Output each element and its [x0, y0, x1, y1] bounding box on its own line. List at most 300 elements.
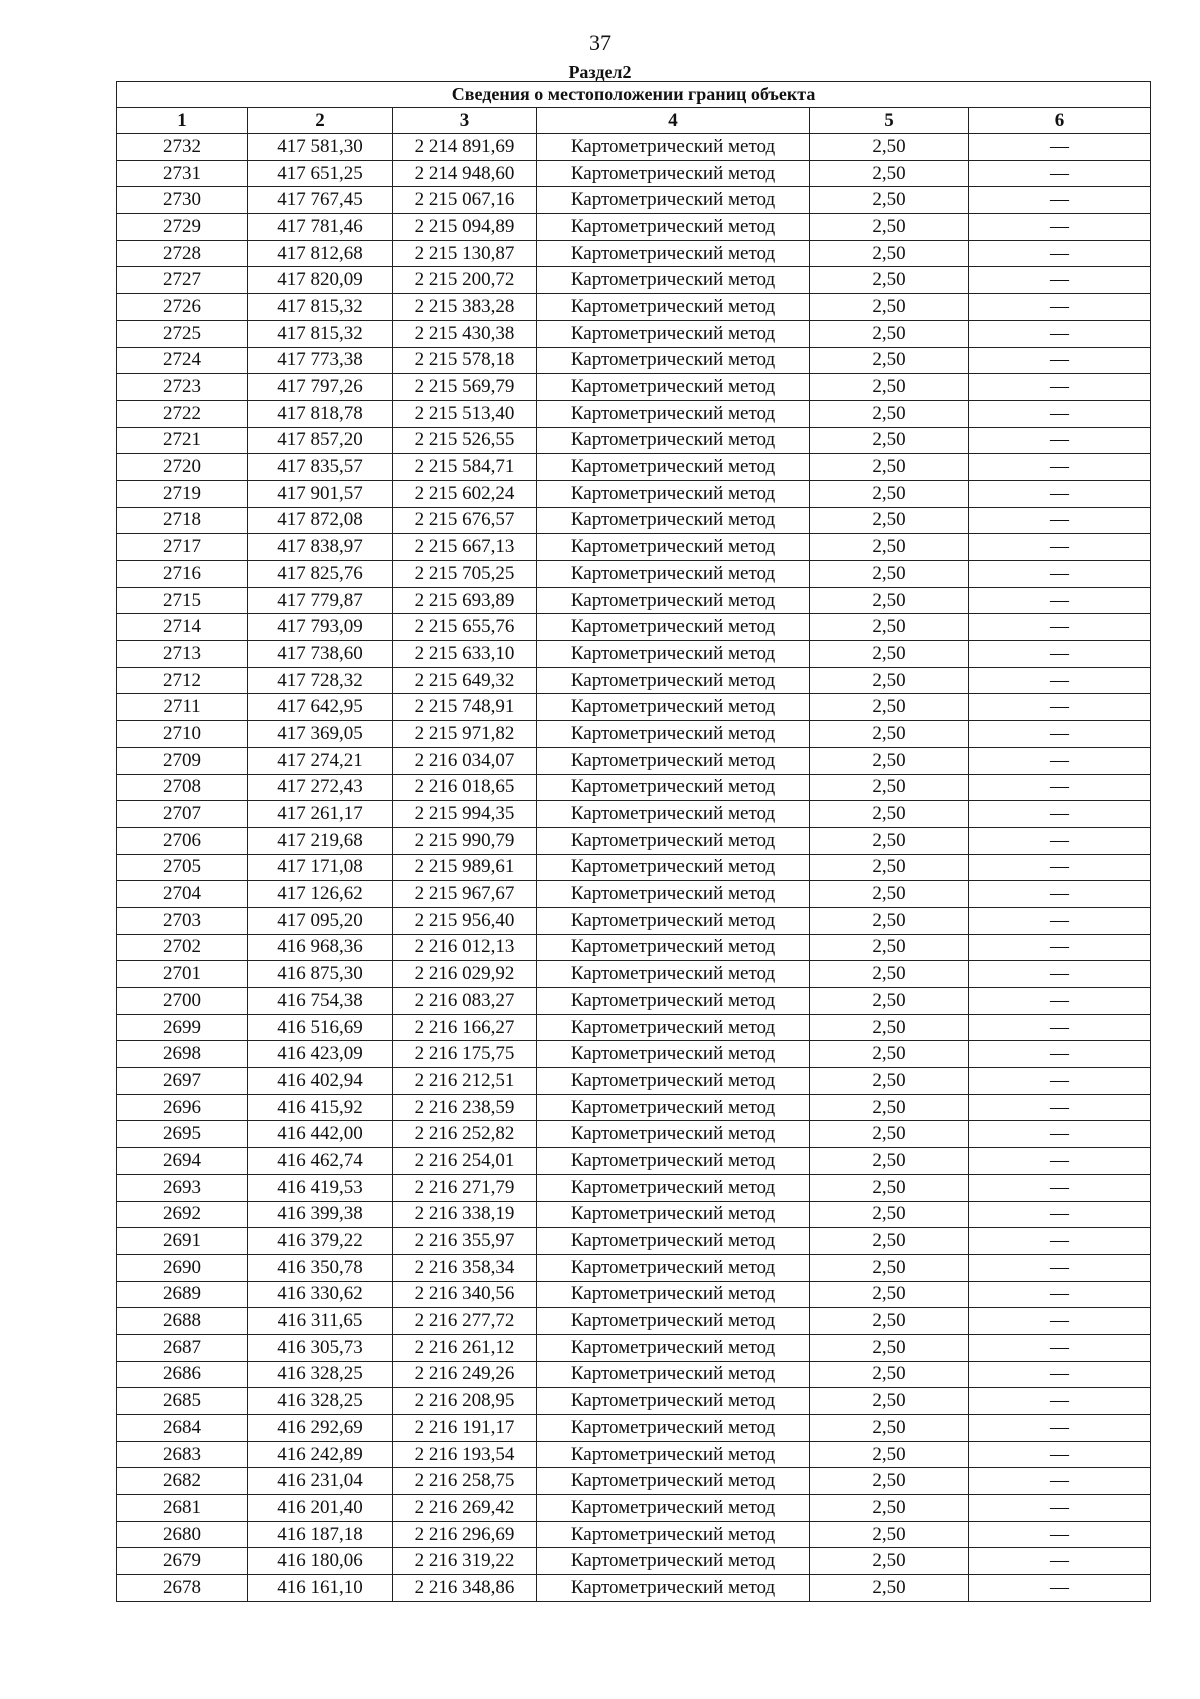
- x-coordinate-cell: 416 305,73: [248, 1334, 393, 1361]
- method-cell: Картометрический метод: [537, 374, 810, 401]
- y-coordinate-cell: 2 215 994,35: [393, 801, 537, 828]
- method-cell: Картометрический метод: [537, 1094, 810, 1121]
- description-cell: —: [969, 961, 1151, 988]
- x-coordinate-cell: 416 187,18: [248, 1521, 393, 1548]
- method-cell: Картометрический метод: [537, 1548, 810, 1575]
- x-coordinate-cell: 416 311,65: [248, 1308, 393, 1335]
- y-coordinate-cell: 2 215 430,38: [393, 320, 537, 347]
- accuracy-cell: 2,50: [810, 400, 969, 427]
- point-number-cell: 2704: [117, 881, 248, 908]
- y-coordinate-cell: 2 216 254,01: [393, 1148, 537, 1175]
- description-cell: —: [969, 881, 1151, 908]
- point-number-cell: 2722: [117, 400, 248, 427]
- x-coordinate-cell: 416 180,06: [248, 1548, 393, 1575]
- description-cell: —: [969, 1334, 1151, 1361]
- description-cell: —: [969, 614, 1151, 641]
- accuracy-cell: 2,50: [810, 667, 969, 694]
- y-coordinate-cell: 2 216 212,51: [393, 1068, 537, 1095]
- description-cell: —: [969, 214, 1151, 241]
- description-cell: —: [969, 320, 1151, 347]
- table-row: [117, 1468, 1151, 1495]
- description-cell: —: [969, 1068, 1151, 1095]
- accuracy-cell: 2,50: [810, 294, 969, 321]
- method-cell: Картометрический метод: [537, 561, 810, 588]
- y-coordinate-cell: 2 215 200,72: [393, 267, 537, 294]
- table-row: [117, 801, 1151, 828]
- method-cell: Картометрический метод: [537, 988, 810, 1015]
- method-cell: Картометрический метод: [537, 1201, 810, 1228]
- point-number-cell: 2680: [117, 1521, 248, 1548]
- method-cell: Картометрический метод: [537, 641, 810, 668]
- accuracy-cell: 2,50: [810, 1281, 969, 1308]
- x-coordinate-cell: 417 815,32: [248, 294, 393, 321]
- table-row: [117, 961, 1151, 988]
- description-cell: —: [969, 187, 1151, 214]
- x-coordinate-cell: 417 838,97: [248, 534, 393, 561]
- table-row: [117, 988, 1151, 1015]
- accuracy-cell: 2,50: [810, 1521, 969, 1548]
- x-coordinate-cell: 417 728,32: [248, 667, 393, 694]
- description-cell: —: [969, 1415, 1151, 1442]
- table-row: [117, 480, 1151, 507]
- point-number-cell: 2709: [117, 747, 248, 774]
- x-coordinate-cell: 416 968,36: [248, 934, 393, 961]
- method-cell: Картометрический метод: [537, 454, 810, 481]
- accuracy-cell: 2,50: [810, 907, 969, 934]
- x-coordinate-cell: 416 231,04: [248, 1468, 393, 1495]
- method-cell: Картометрический метод: [537, 1281, 810, 1308]
- table-row: [117, 721, 1151, 748]
- point-number-cell: 2681: [117, 1495, 248, 1522]
- method-cell: Картометрический метод: [537, 1308, 810, 1335]
- point-number-cell: 2723: [117, 374, 248, 401]
- description-cell: —: [969, 934, 1151, 961]
- accuracy-cell: 2,50: [810, 827, 969, 854]
- description-cell: —: [969, 1014, 1151, 1041]
- method-cell: Картометрический метод: [537, 827, 810, 854]
- x-coordinate-cell: 416 350,78: [248, 1254, 393, 1281]
- accuracy-cell: 2,50: [810, 801, 969, 828]
- point-number-cell: 2715: [117, 587, 248, 614]
- x-coordinate-cell: 416 875,30: [248, 961, 393, 988]
- accuracy-cell: 2,50: [810, 1121, 969, 1148]
- method-cell: Картометрический метод: [537, 801, 810, 828]
- column-number-5: 5: [810, 108, 969, 134]
- point-number-cell: 2700: [117, 988, 248, 1015]
- accuracy-cell: 2,50: [810, 614, 969, 641]
- accuracy-cell: 2,50: [810, 1495, 969, 1522]
- table-row: [117, 507, 1151, 534]
- y-coordinate-cell: 2 216 166,27: [393, 1014, 537, 1041]
- accuracy-cell: 2,50: [810, 1228, 969, 1255]
- x-coordinate-cell: 417 581,30: [248, 134, 393, 161]
- method-cell: Картометрический метод: [537, 1254, 810, 1281]
- description-cell: —: [969, 240, 1151, 267]
- description-cell: —: [969, 347, 1151, 374]
- table-row: [117, 1334, 1151, 1361]
- y-coordinate-cell: 2 215 633,10: [393, 641, 537, 668]
- table-row: [117, 214, 1151, 241]
- accuracy-cell: 2,50: [810, 1174, 969, 1201]
- x-coordinate-cell: 417 818,78: [248, 400, 393, 427]
- x-coordinate-cell: 417 738,60: [248, 641, 393, 668]
- method-cell: Картометрический метод: [537, 214, 810, 241]
- description-cell: —: [969, 1121, 1151, 1148]
- point-number-cell: 2692: [117, 1201, 248, 1228]
- method-cell: Картометрический метод: [537, 747, 810, 774]
- y-coordinate-cell: 2 215 649,32: [393, 667, 537, 694]
- table-row: [117, 1201, 1151, 1228]
- y-coordinate-cell: 2 216 319,22: [393, 1548, 537, 1575]
- accuracy-cell: 2,50: [810, 694, 969, 721]
- accuracy-cell: 2,50: [810, 1415, 969, 1442]
- method-cell: Картометрический метод: [537, 614, 810, 641]
- method-cell: Картометрический метод: [537, 427, 810, 454]
- table-row: [117, 1228, 1151, 1255]
- x-coordinate-cell: 416 402,94: [248, 1068, 393, 1095]
- method-cell: Картометрический метод: [537, 1468, 810, 1495]
- x-coordinate-cell: 417 274,21: [248, 747, 393, 774]
- point-number-cell: 2717: [117, 534, 248, 561]
- method-cell: Картометрический метод: [537, 881, 810, 908]
- accuracy-cell: 2,50: [810, 774, 969, 801]
- point-number-cell: 2731: [117, 160, 248, 187]
- x-coordinate-cell: 416 754,38: [248, 988, 393, 1015]
- x-coordinate-cell: 417 857,20: [248, 427, 393, 454]
- accuracy-cell: 2,50: [810, 1548, 969, 1575]
- description-cell: —: [969, 1094, 1151, 1121]
- table-row: [117, 1174, 1151, 1201]
- description-cell: —: [969, 480, 1151, 507]
- table-row: [117, 694, 1151, 721]
- point-number-cell: 2728: [117, 240, 248, 267]
- table-row: [117, 641, 1151, 668]
- description-cell: —: [969, 507, 1151, 534]
- method-cell: Картометрический метод: [537, 294, 810, 321]
- accuracy-cell: 2,50: [810, 988, 969, 1015]
- point-number-cell: 2711: [117, 694, 248, 721]
- accuracy-cell: 2,50: [810, 1308, 969, 1335]
- method-cell: Картометрический метод: [537, 1334, 810, 1361]
- x-coordinate-cell: 417 767,45: [248, 187, 393, 214]
- column-number-4: 4: [537, 108, 810, 134]
- description-cell: —: [969, 1148, 1151, 1175]
- description-cell: —: [969, 534, 1151, 561]
- method-cell: Картометрический метод: [537, 1068, 810, 1095]
- description-cell: —: [969, 1201, 1151, 1228]
- x-coordinate-cell: 417 793,09: [248, 614, 393, 641]
- method-cell: Картометрический метод: [537, 507, 810, 534]
- y-coordinate-cell: 2 216 175,75: [393, 1041, 537, 1068]
- y-coordinate-cell: 2 216 340,56: [393, 1281, 537, 1308]
- point-number-cell: 2690: [117, 1254, 248, 1281]
- x-coordinate-cell: 417 872,08: [248, 507, 393, 534]
- description-cell: —: [969, 1575, 1151, 1602]
- section-title: Раздел2: [568, 62, 632, 82]
- accuracy-cell: 2,50: [810, 561, 969, 588]
- table-row: [117, 747, 1151, 774]
- y-coordinate-cell: 2 216 191,17: [393, 1415, 537, 1442]
- column-number-3: 3: [393, 108, 537, 134]
- point-number-cell: 2730: [117, 187, 248, 214]
- accuracy-cell: 2,50: [810, 507, 969, 534]
- x-coordinate-cell: 416 328,25: [248, 1388, 393, 1415]
- accuracy-cell: 2,50: [810, 1148, 969, 1175]
- x-coordinate-cell: 416 292,69: [248, 1415, 393, 1442]
- x-coordinate-cell: 416 423,09: [248, 1041, 393, 1068]
- point-number-cell: 2687: [117, 1334, 248, 1361]
- method-cell: Картометрический метод: [537, 961, 810, 988]
- accuracy-cell: 2,50: [810, 721, 969, 748]
- table-row: [117, 881, 1151, 908]
- accuracy-cell: 2,50: [810, 1094, 969, 1121]
- y-coordinate-cell: 2 215 667,13: [393, 534, 537, 561]
- point-number-cell: 2697: [117, 1068, 248, 1095]
- point-number-cell: 2724: [117, 347, 248, 374]
- description-cell: —: [969, 427, 1151, 454]
- table-row: [117, 1254, 1151, 1281]
- y-coordinate-cell: 2 215 956,40: [393, 907, 537, 934]
- x-coordinate-cell: 417 651,25: [248, 160, 393, 187]
- x-coordinate-cell: 417 773,38: [248, 347, 393, 374]
- x-coordinate-cell: 417 261,17: [248, 801, 393, 828]
- method-cell: Картометрический метод: [537, 1521, 810, 1548]
- accuracy-cell: 2,50: [810, 427, 969, 454]
- description-cell: —: [969, 267, 1151, 294]
- y-coordinate-cell: 2 216 083,27: [393, 988, 537, 1015]
- table-row: [117, 374, 1151, 401]
- y-coordinate-cell: 2 216 348,86: [393, 1575, 537, 1602]
- y-coordinate-cell: 2 216 258,75: [393, 1468, 537, 1495]
- description-cell: —: [969, 587, 1151, 614]
- table-row: [117, 1014, 1151, 1041]
- x-coordinate-cell: 416 399,38: [248, 1201, 393, 1228]
- accuracy-cell: 2,50: [810, 1201, 969, 1228]
- method-cell: Картометрический метод: [537, 907, 810, 934]
- y-coordinate-cell: 2 216 029,92: [393, 961, 537, 988]
- point-number-cell: 2695: [117, 1121, 248, 1148]
- y-coordinate-cell: 2 214 891,69: [393, 134, 537, 161]
- table-row: [117, 1388, 1151, 1415]
- method-cell: Картометрический метод: [537, 854, 810, 881]
- column-number-2: 2: [248, 108, 393, 134]
- accuracy-cell: 2,50: [810, 214, 969, 241]
- point-number-cell: 2699: [117, 1014, 248, 1041]
- table-row: [117, 667, 1151, 694]
- y-coordinate-cell: 2 215 989,61: [393, 854, 537, 881]
- x-coordinate-cell: 416 328,25: [248, 1361, 393, 1388]
- table-row: [117, 294, 1151, 321]
- accuracy-cell: 2,50: [810, 267, 969, 294]
- table-row: [117, 534, 1151, 561]
- y-coordinate-cell: 2 215 569,79: [393, 374, 537, 401]
- accuracy-cell: 2,50: [810, 1254, 969, 1281]
- description-cell: —: [969, 1281, 1151, 1308]
- table-row: [117, 1281, 1151, 1308]
- point-number-cell: 2705: [117, 854, 248, 881]
- description-cell: —: [969, 1174, 1151, 1201]
- x-coordinate-cell: 417 812,68: [248, 240, 393, 267]
- description-cell: —: [969, 694, 1151, 721]
- description-cell: —: [969, 374, 1151, 401]
- description-cell: —: [969, 1308, 1151, 1335]
- table-body: [117, 134, 1151, 1602]
- point-number-cell: 2693: [117, 1174, 248, 1201]
- description-cell: —: [969, 907, 1151, 934]
- x-coordinate-cell: 417 779,87: [248, 587, 393, 614]
- description-cell: —: [969, 134, 1151, 161]
- method-cell: Картометрический метод: [537, 1388, 810, 1415]
- description-cell: —: [969, 1521, 1151, 1548]
- table-row: [117, 160, 1151, 187]
- description-cell: —: [969, 1228, 1151, 1255]
- method-cell: Картометрический метод: [537, 187, 810, 214]
- point-number-cell: 2689: [117, 1281, 248, 1308]
- table-row: [117, 1441, 1151, 1468]
- method-cell: Картометрический метод: [537, 160, 810, 187]
- description-cell: —: [969, 1361, 1151, 1388]
- x-coordinate-cell: 417 126,62: [248, 881, 393, 908]
- column-number-row: [117, 108, 1151, 134]
- method-cell: Картометрический метод: [537, 534, 810, 561]
- point-number-cell: 2726: [117, 294, 248, 321]
- point-number-cell: 2725: [117, 320, 248, 347]
- x-coordinate-cell: 416 330,62: [248, 1281, 393, 1308]
- point-number-cell: 2688: [117, 1308, 248, 1335]
- description-cell: —: [969, 827, 1151, 854]
- point-number-cell: 2679: [117, 1548, 248, 1575]
- column-number-6: 6: [969, 108, 1151, 134]
- y-coordinate-cell: 2 215 094,89: [393, 214, 537, 241]
- method-cell: Картометрический метод: [537, 667, 810, 694]
- x-coordinate-cell: 416 419,53: [248, 1174, 393, 1201]
- table-row: [117, 1575, 1151, 1602]
- table-row: [117, 320, 1151, 347]
- table-row: [117, 854, 1151, 881]
- table-row: [117, 347, 1151, 374]
- table-row: [117, 561, 1151, 588]
- description-cell: —: [969, 1041, 1151, 1068]
- accuracy-cell: 2,50: [810, 854, 969, 881]
- y-coordinate-cell: 2 215 693,89: [393, 587, 537, 614]
- method-cell: Картометрический метод: [537, 480, 810, 507]
- accuracy-cell: 2,50: [810, 1388, 969, 1415]
- y-coordinate-cell: 2 216 271,79: [393, 1174, 537, 1201]
- description-cell: —: [969, 774, 1151, 801]
- point-number-cell: 2703: [117, 907, 248, 934]
- y-coordinate-cell: 2 215 383,28: [393, 294, 537, 321]
- point-number-cell: 2686: [117, 1361, 248, 1388]
- method-cell: Картометрический метод: [537, 1148, 810, 1175]
- method-cell: Картометрический метод: [537, 774, 810, 801]
- point-number-cell: 2720: [117, 454, 248, 481]
- x-coordinate-cell: 417 095,20: [248, 907, 393, 934]
- point-number-cell: 2732: [117, 134, 248, 161]
- table-row: [117, 1041, 1151, 1068]
- table-row: [117, 427, 1151, 454]
- method-cell: Картометрический метод: [537, 400, 810, 427]
- point-number-cell: 2691: [117, 1228, 248, 1255]
- table-row: [117, 187, 1151, 214]
- y-coordinate-cell: 2 215 655,76: [393, 614, 537, 641]
- point-number-cell: 2712: [117, 667, 248, 694]
- accuracy-cell: 2,50: [810, 641, 969, 668]
- point-number-cell: 2718: [117, 507, 248, 534]
- y-coordinate-cell: 2 215 748,91: [393, 694, 537, 721]
- boundary-table-container: [116, 81, 1150, 1602]
- table-row: [117, 454, 1151, 481]
- y-coordinate-cell: 2 216 252,82: [393, 1121, 537, 1148]
- point-number-cell: 2694: [117, 1148, 248, 1175]
- y-coordinate-cell: 2 216 238,59: [393, 1094, 537, 1121]
- table-caption: Сведения о местоположении границ объекта: [117, 82, 1151, 108]
- point-number-cell: 2719: [117, 480, 248, 507]
- y-coordinate-cell: 2 215 676,57: [393, 507, 537, 534]
- x-coordinate-cell: 417 781,46: [248, 214, 393, 241]
- y-coordinate-cell: 2 216 249,26: [393, 1361, 537, 1388]
- point-number-cell: 2702: [117, 934, 248, 961]
- y-coordinate-cell: 2 215 602,24: [393, 480, 537, 507]
- y-coordinate-cell: 2 216 208,95: [393, 1388, 537, 1415]
- point-number-cell: 2684: [117, 1415, 248, 1442]
- table-row: [117, 1548, 1151, 1575]
- accuracy-cell: 2,50: [810, 1575, 969, 1602]
- table-row: [117, 400, 1151, 427]
- y-coordinate-cell: 2 215 990,79: [393, 827, 537, 854]
- method-cell: Картометрический метод: [537, 1041, 810, 1068]
- accuracy-cell: 2,50: [810, 881, 969, 908]
- accuracy-cell: 2,50: [810, 347, 969, 374]
- x-coordinate-cell: 416 201,40: [248, 1495, 393, 1522]
- y-coordinate-cell: 2 216 193,54: [393, 1441, 537, 1468]
- description-cell: —: [969, 1254, 1151, 1281]
- x-coordinate-cell: 416 415,92: [248, 1094, 393, 1121]
- method-cell: Картометрический метод: [537, 721, 810, 748]
- point-number-cell: 2707: [117, 801, 248, 828]
- method-cell: Картометрический метод: [537, 1361, 810, 1388]
- table-row: [117, 1415, 1151, 1442]
- description-cell: —: [969, 801, 1151, 828]
- description-cell: —: [969, 1495, 1151, 1522]
- y-coordinate-cell: 2 215 067,16: [393, 187, 537, 214]
- accuracy-cell: 2,50: [810, 961, 969, 988]
- x-coordinate-cell: 417 901,57: [248, 480, 393, 507]
- y-coordinate-cell: 2 216 018,65: [393, 774, 537, 801]
- table-row: [117, 1521, 1151, 1548]
- accuracy-cell: 2,50: [810, 1468, 969, 1495]
- description-cell: —: [969, 747, 1151, 774]
- accuracy-cell: 2,50: [810, 934, 969, 961]
- description-cell: —: [969, 400, 1151, 427]
- x-coordinate-cell: 417 272,43: [248, 774, 393, 801]
- accuracy-cell: 2,50: [810, 1041, 969, 1068]
- accuracy-cell: 2,50: [810, 747, 969, 774]
- point-number-cell: 2683: [117, 1441, 248, 1468]
- x-coordinate-cell: 417 171,08: [248, 854, 393, 881]
- accuracy-cell: 2,50: [810, 480, 969, 507]
- point-number-cell: 2706: [117, 827, 248, 854]
- description-cell: —: [969, 721, 1151, 748]
- method-cell: Картометрический метод: [537, 134, 810, 161]
- y-coordinate-cell: 2 216 358,34: [393, 1254, 537, 1281]
- x-coordinate-cell: 416 379,22: [248, 1228, 393, 1255]
- accuracy-cell: 2,50: [810, 1441, 969, 1468]
- y-coordinate-cell: 2 215 967,67: [393, 881, 537, 908]
- description-cell: —: [969, 667, 1151, 694]
- point-number-cell: 2729: [117, 214, 248, 241]
- method-cell: Картометрический метод: [537, 1121, 810, 1148]
- point-number-cell: 2682: [117, 1468, 248, 1495]
